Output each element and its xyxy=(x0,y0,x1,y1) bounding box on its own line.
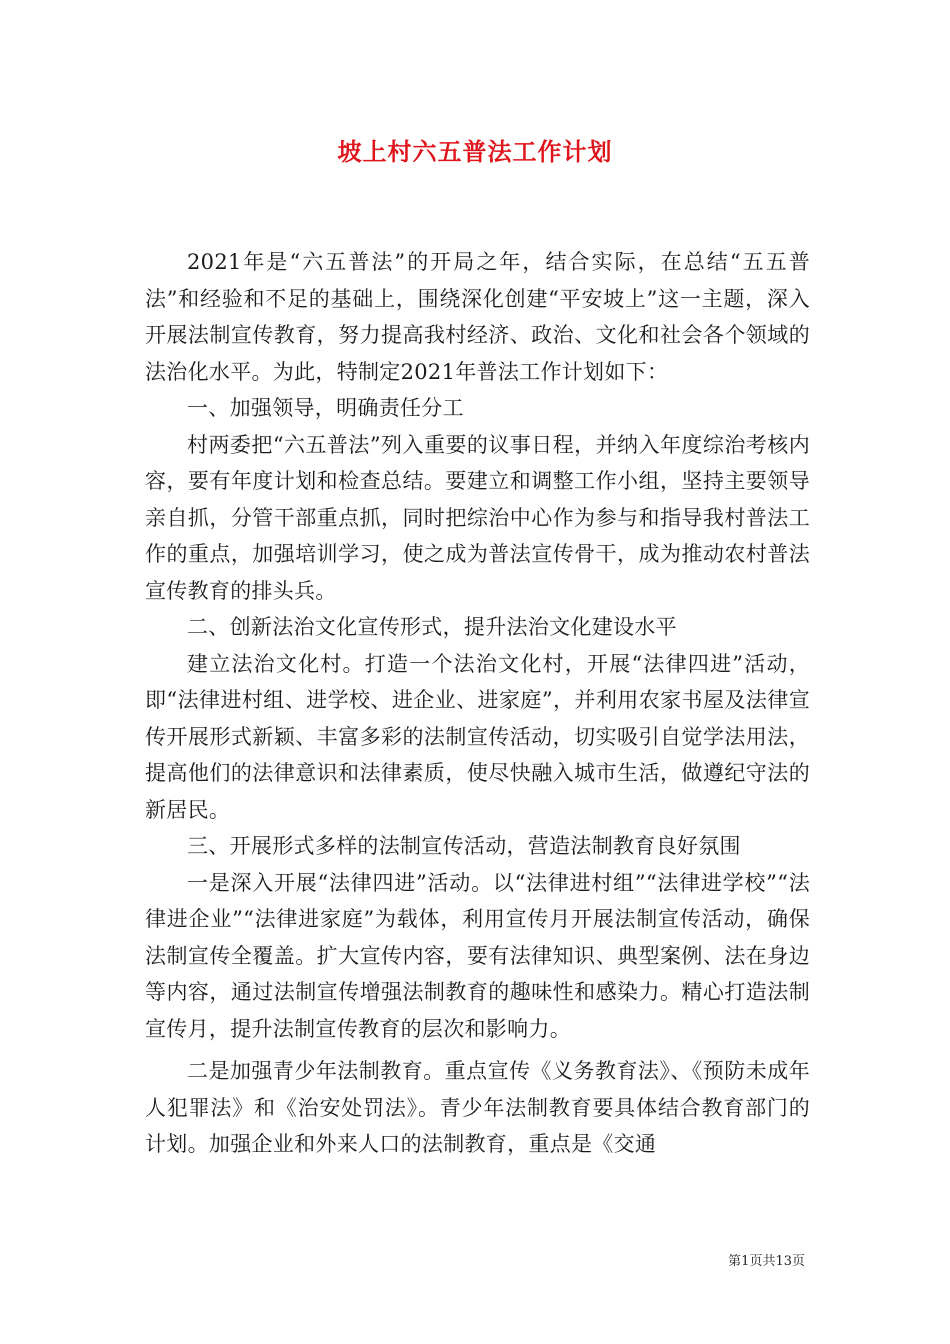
intro-paragraph: 2021年是“六五普法”的开局之年，结合实际，在总结“五五普法”和经验和不足的基础上，围绕深化创建“平安坡上”这一主题，深入开展法制宣传教育，努力提高我村经济、政治、文化和社会各个领域的法治化水平。为此，特制定2021年普法工作计划如下： xyxy=(145,250,810,384)
section-3-paragraph-2: 二是加强青少年法制教育。重点宣传《义务教育法》、《预防未成年人犯罪法》和《治安处罚法》。青少年法制教育要具体结合教育部门的计划。加强企业和外来人口的法制教育，重点是《交通 xyxy=(145,1059,810,1156)
section-heading-1: 一、加强领导，明确责任分工 xyxy=(187,396,464,420)
document-title: 坡上村六五普法工作计划 xyxy=(337,137,613,166)
page-number: 第1页共13页 xyxy=(728,1254,805,1269)
section-3-paragraph-1: 一是深入开展“法律四进”活动。以“法律进村组”“法律进学校”“法律进企业”“法律进家庭”为载体，利用宣传月开展法制宣传活动，确保法制宣传全覆盖。扩大宣传内容，要有法律知识、典型案例、法在身边等内容，通过法制宣传增强法制教育的趣味性和感染力。精心打造法制宣传月，提升法制宣传教育的层次和影响力。 xyxy=(145,870,810,1041)
section-1-paragraph: 村两委把“六五普法”列入重要的议事日程，并纳入年度综治考核内容，要有年度计划和检查总结。要建立和调整工作小组，坚持主要领导亲自抓，分管干部重点抓，同时把综治中心作为参与和指导我村普法工作的重点，加强培训学习，使之成为普法宣传骨干，成为推动农村普法宣传教育的排头兵。 xyxy=(145,432,810,603)
section-heading-3: 三、开展形式多样的法制宣传活动，营造法制教育良好氛围 xyxy=(187,834,741,858)
section-2-paragraph: 建立法治文化村。打造一个法治文化村，开展“法律四进”活动，即“法律进村组、进学校、进企业、进家庭”，并利用农家书屋及法律宣传开展形式新颖、丰富多彩的法制宣传活动，切实吸引自觉学法用法，提高他们的法律意识和法律素质，使尽快融入城市生活，做遵纪守法的新居民。 xyxy=(145,651,810,822)
document-body xyxy=(145,244,810,1163)
section-heading-2: 二、创新法治文化宣传形式，提升法治文化建设水平 xyxy=(187,615,677,639)
